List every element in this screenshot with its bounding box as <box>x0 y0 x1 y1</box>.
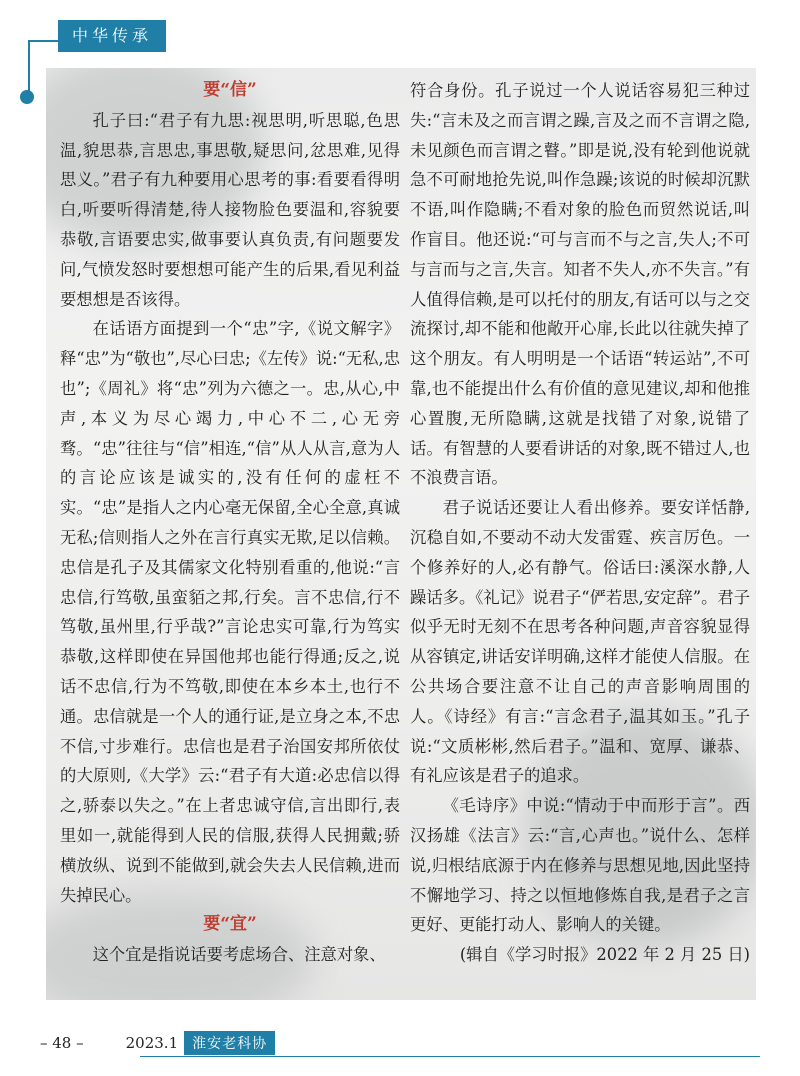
decorative-dot <box>20 90 34 104</box>
section-heading-yi: 要“宜” <box>203 914 257 935</box>
issue-number: 2023.1 <box>125 1034 179 1052</box>
right-column <box>410 76 750 970</box>
paragraph: 《毛诗序》中说:“情动于中而形于言”。西汉扬雄《法言》云:“言,心声也。”说什么、怎样说,归根结底源于内在修养与思想见地,因此坚持不懈地学习、持之以恒地修炼自我,是君子之言更好、更能打动人、影响人的关键。 <box>410 796 750 935</box>
page-footer <box>40 1030 275 1056</box>
footer-rule <box>140 1056 760 1057</box>
paragraph: 这个宜是指说话要考虑场合、注意对象、 <box>92 945 386 965</box>
paragraph: 孔子曰:“君子有九思:视思明,听思聪,色思温,貌思恭,言思忠,事思敬,疑思问,忿思难,见得思义。”君子有九种要用心思考的事:看要看得明白,听要听得清楚,待人接物脸色要温和,容貌要恭敬,言语要忠实,做事要认真负责,有问题要发问,气愤发怒时要想想可能产生的后果,看见利益要想想是否该得。 <box>60 110 400 309</box>
section-heading-xin: 要“信” <box>203 80 257 100</box>
source-citation: (辑自《学习时报》2022 年 2 月 25 日) <box>459 945 750 965</box>
paragraph: 君子说话还要让人看出修养。要安详恬静,沉稳自如,不要动不动大发雷霆、疾言厉色。一个修养好的人,必有静气。俗话曰:溪深水静,人躁话多。《礼记》说君子“俨若思,安定辞”。君子似乎无时无刻不在思考各种问题,声音容貌显得从容镇定,讲话安详明确,这样才能使人信服。在公共场合要注意不让自己的声音影响周围的人。《诗经》有言:“言念君子,温其如玉。”孔子说:“文质彬彬,然后君子。”温和、宽厚、谦恭、有礼应该是君子的追求。 <box>410 498 750 786</box>
magazine-name: 淮安老科协 <box>184 1031 275 1055</box>
left-column <box>60 76 400 970</box>
paragraph-continuation: 符合身份。孔子说过一个人说话容易犯三种过失:“言未及之而言谓之躁,言及之而不言谓之隐,未见颜色而言谓之瞽。”即是说,没有轮到他说就急不可耐地抢先说,叫作急躁;该说的时候却沉默不语,叫作隐瞒;不看对象的脸色而贸然说话,叫作盲目。他还说:“可与言而不与之言,失人;不可与言而与之言,失言。知者不失人,亦不失言。”有人值得信赖,是可以托付的朋友,有话可以与之交流探讨,却不能和他敞开心扉,长此以往就失掉了这个朋友。有人明明是一个话语“转运站”,不可靠,也不能提出什么有价值的意见建议,却和他推心置腹,无所隐瞒,这就是找错了对象,说错了话。有智慧的人要看讲话的对象,既不错过人,也不浪费言语。 <box>410 81 750 488</box>
page-number: – 48 – <box>40 1034 84 1052</box>
decorative-line-horizontal <box>28 40 60 42</box>
article-panel <box>46 68 756 1000</box>
paragraph: 在话语方面提到一个“忠”字,《说文解字》释“忠”为“敬也”,尽心曰忠;《左传》说:“无私,忠也”;《周礼》将“忠”列为六德之一。忠,从心,中声,本义为尽心竭力,中心不二,心无旁骛。“忠”往往与“信”相连,“信”从人从言,意为人的言论应该是诚实的,没有任何的虚枉不实。“忠”是指人之内心毫无保留,全心全意,真诚无私;信则指人之外在言行真实无欺,足以信赖。忠信是孔子及其儒家文化特别看重的,他说:“言忠信,行笃敬,虽蛮貊之邦,行矣。言不忠信,行不笃敬,虽州里,行乎哉?”言论忠实可靠,行为笃实恭敬,这样即使在异国他邦也能行得通;反之,说话不忠信,行为不笃敬,即使在本乡本土,也行不通。忠信就是一个人的通行证,是立身之本,不忠不信,寸步难行。忠信也是君子治国安邦所依仗的大原则,《大学》云:“君子有大道:必忠信以得之,骄泰以失之。”在上者忠诚守信,言出即行,表里如一,就能得到人民的信服,获得人民拥戴;骄横放纵、说到不能做到,就会失去人民信赖,进而失掉民心。 <box>60 319 400 905</box>
section-label: 中华传承 <box>58 20 166 52</box>
